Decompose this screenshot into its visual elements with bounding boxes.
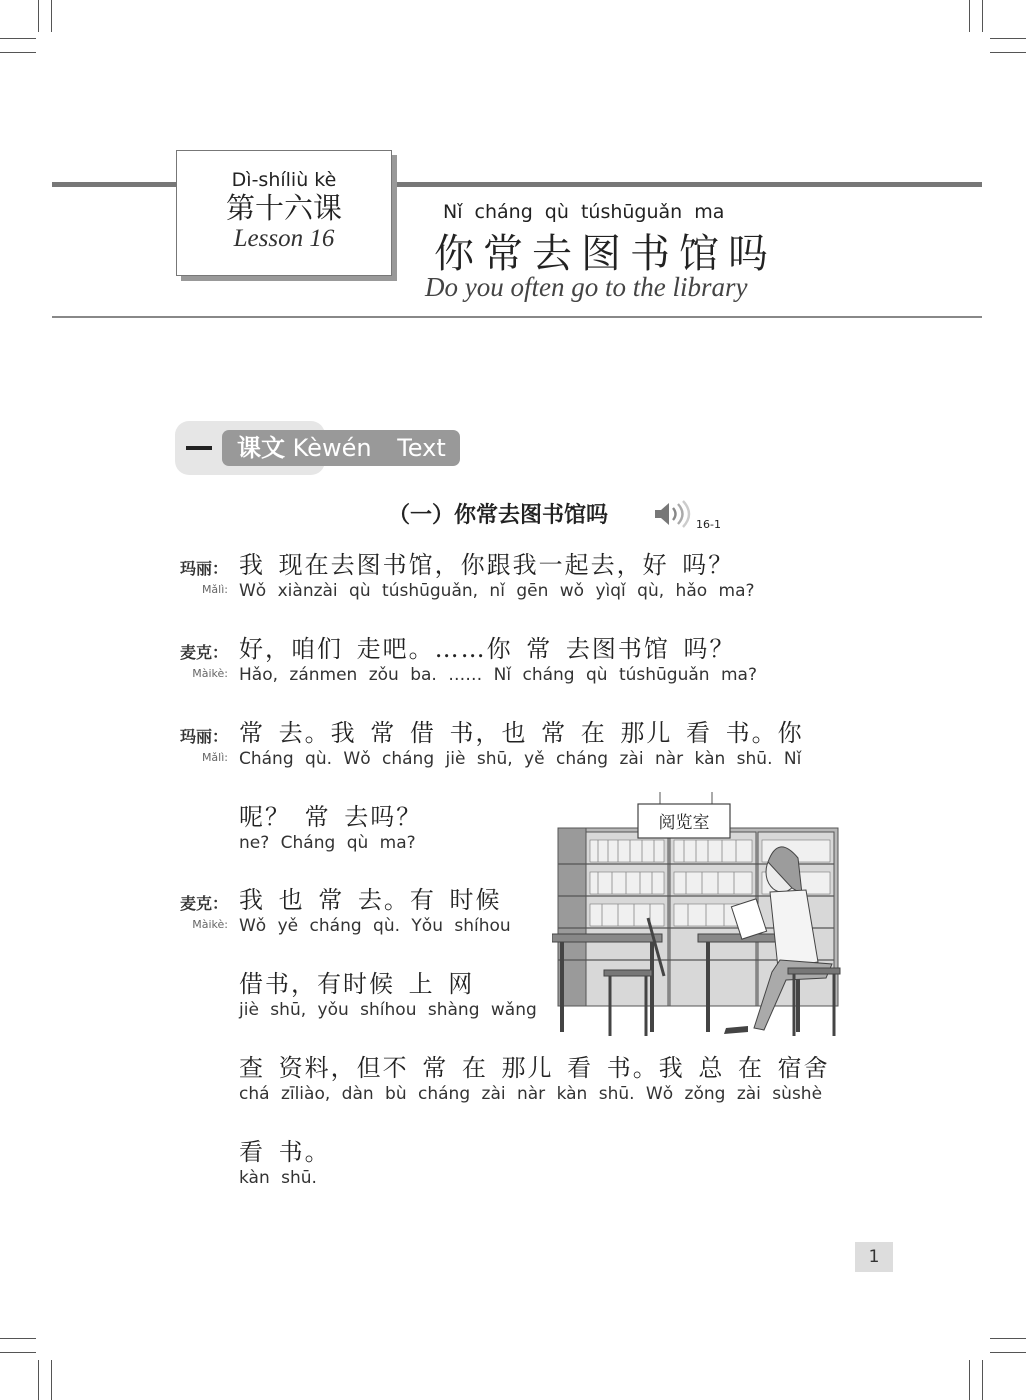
title-english: Do you often go to the library (425, 272, 748, 302)
dialogue-line (239, 969, 537, 1021)
crop-mark (51, 0, 52, 32)
section-label-pinyin: Kèwén (292, 434, 372, 462)
dialogue-line (239, 718, 804, 770)
line-chinese: 查 资料，但不 常 在 那儿 看 书。我 总 在 宿舍 (239, 1054, 830, 1082)
line-chinese: 我 现在去图书馆，你跟我一起去，好 吗？ (239, 551, 735, 579)
line-pinyin: Wǒ xiànzài qù túshūguǎn, nǐ gēn wǒ yìqǐ qù, hǎo ma? (239, 581, 755, 601)
speaker-icon[interactable] (652, 500, 692, 528)
crop-mark (0, 1338, 36, 1339)
crop-mark (38, 1360, 39, 1400)
crop-mark (990, 1338, 1026, 1339)
crop-mark (0, 52, 36, 53)
speaker-name-pinyin: Màikè: (192, 667, 228, 680)
dialogue-line (239, 1137, 331, 1189)
crop-mark (969, 0, 970, 32)
line-pinyin: jiè shū, yǒu shíhou shàng wǎng (239, 1000, 537, 1020)
line-pinyin: Wǒ yě cháng qù. Yǒu shíhou (239, 916, 511, 936)
crop-mark (982, 0, 983, 32)
section-label-cn: 课文 (237, 434, 285, 462)
speaker-label (176, 640, 228, 680)
speaker-name-cn: 玛丽： (179, 727, 228, 746)
crop-mark (0, 38, 36, 39)
crop-mark (990, 1352, 1026, 1353)
speaker-name-pinyin: Màikè: (192, 918, 228, 931)
crop-mark (969, 1360, 970, 1400)
page-title: 你常去图书馆吗 (434, 231, 777, 277)
line-chinese: 借书，有时候 上 网 (239, 970, 475, 998)
line-pinyin: chá zīliào, dàn bù cháng zài nàr kàn shū. Wǒ zǒng zài sùshè (239, 1084, 823, 1104)
speaker-name-pinyin: Mǎlì: (201, 751, 228, 764)
lesson-english: Lesson 16 (233, 225, 335, 252)
section-number (186, 446, 212, 450)
dialogue-line (239, 634, 757, 686)
crop-mark (990, 38, 1026, 39)
line-pinyin: ne? Cháng qù ma? (239, 833, 416, 853)
speaker-name-cn: 玛丽： (179, 559, 228, 578)
illustration-sign-text: 阅览室 (658, 813, 710, 833)
crop-mark (51, 1360, 52, 1400)
lesson-chinese: 第十六课 (225, 191, 342, 225)
dialogue-line (239, 802, 422, 854)
line-chinese: 常 去。我 常 借 书，也 常 在 那儿 看 书。你 (239, 719, 804, 747)
page-number: 1 (855, 1242, 893, 1272)
dialogue-line (239, 550, 755, 602)
crop-mark (0, 1352, 36, 1353)
speaker-name-pinyin: Mǎlì: (201, 583, 228, 596)
section-label-en: Text (397, 434, 446, 462)
line-chinese: 呢？ 常 去吗？ (239, 803, 423, 831)
dialogue-line (239, 885, 511, 937)
line-chinese: 看 书。 (239, 1138, 331, 1166)
speaker-label (176, 556, 228, 596)
crop-mark (38, 0, 39, 32)
audio-track-code: 16-1 (696, 518, 721, 531)
line-chinese: 我 也 常 去。有 时候 (239, 886, 502, 914)
crop-mark (982, 1360, 983, 1400)
speaker-name-cn: 麦克： (179, 643, 228, 662)
header-bottom-rule (52, 316, 982, 318)
line-pinyin: Cháng qù. Wǒ cháng jiè shū, yě cháng zài nàr kàn shū. Nǐ (239, 749, 802, 769)
section-label (222, 430, 460, 466)
line-chinese: 好，咱们 走吧。……你 常 去图书馆 吗？ (239, 635, 736, 663)
dialogue-line (239, 1053, 830, 1105)
lesson-pinyin: Dì-shíliù kè (231, 169, 337, 191)
line-pinyin: Hǎo, zánmen zǒu ba. …… Nǐ cháng qù túshūguǎn ma? (239, 665, 757, 685)
crop-mark (990, 52, 1026, 53)
lesson-number-box (176, 150, 392, 276)
dialogue-subtitle: （一）你常去图书馆吗 (388, 502, 609, 528)
speaker-label (176, 724, 228, 764)
title-pinyin: Nǐ cháng qù túshūguǎn ma (443, 201, 725, 223)
reading-room-illustration (552, 792, 844, 1040)
speaker-name-cn: 麦克： (179, 894, 228, 913)
line-pinyin: kàn shū. (239, 1168, 317, 1188)
speaker-label (176, 891, 228, 931)
